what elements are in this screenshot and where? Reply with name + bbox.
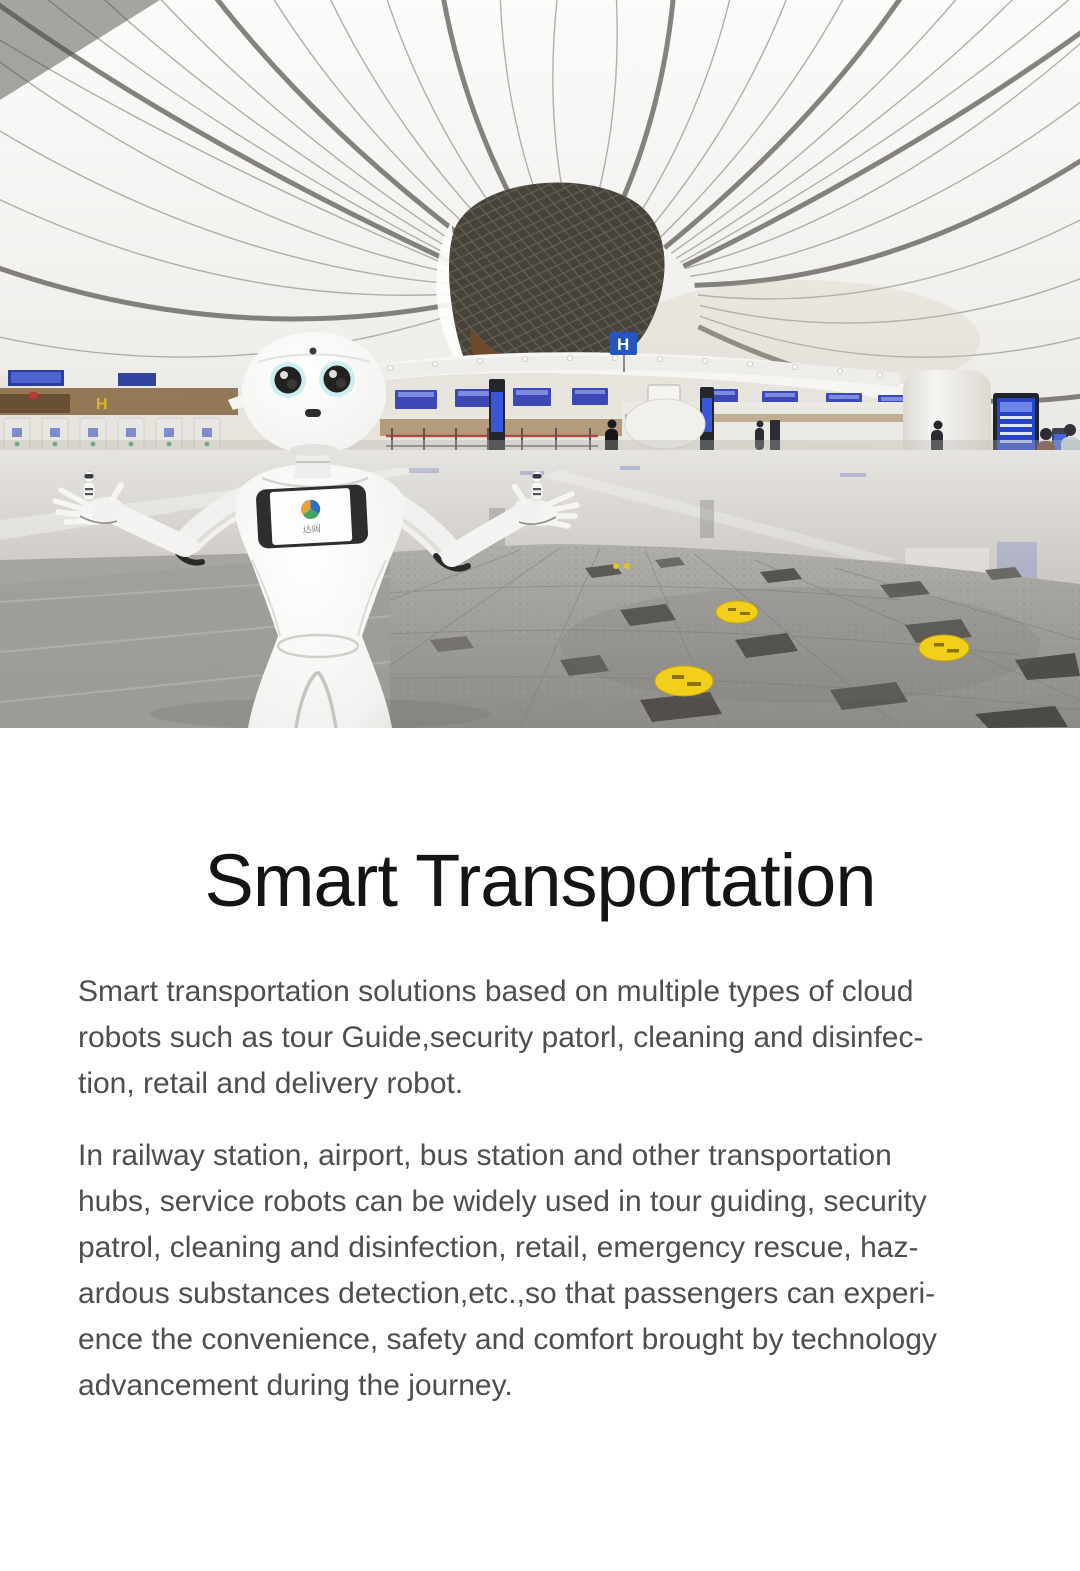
detail-paragraph xyxy=(78,1133,1002,1409)
wall-sign-h: H xyxy=(96,396,108,413)
paragraph-line: Smart transportation solutions based on multiple types of cloud xyxy=(78,975,914,1009)
tablet-brand-label: 达闼 xyxy=(302,523,321,535)
paragraph-line: hubs, service robots can be widely used in tour guiding, security xyxy=(78,1185,927,1219)
island-sign-h: H xyxy=(617,335,630,354)
airport-scene xyxy=(0,0,1080,728)
paragraph-line: ardous substances detection,etc.,so that passengers can experi- xyxy=(78,1277,936,1311)
robot-eye-left xyxy=(270,362,306,398)
hero-photo xyxy=(0,0,1080,728)
mini-robot-left xyxy=(83,472,95,501)
robot-mouth xyxy=(305,409,321,417)
paragraph-line: advancement during the journey. xyxy=(78,1369,513,1403)
robot-eye-right xyxy=(319,361,355,397)
intro-paragraph xyxy=(78,969,1002,1107)
paragraph-line: tion, retail and delivery robot. xyxy=(78,1067,464,1101)
paragraph-line: patrol, cleaning and disinfection, retail, emergency rescue, haz- xyxy=(78,1231,919,1265)
robot-forehead-camera xyxy=(310,348,317,355)
paragraph-line: ence the convenience, safety and comfort brought by technology xyxy=(78,1323,937,1357)
page-title: Smart Transportation xyxy=(204,839,876,922)
robot-chest-tablet xyxy=(256,484,369,549)
paragraph-line: In railway station, airport, bus station and other transportation xyxy=(78,1139,892,1173)
granite-floor xyxy=(0,544,1080,728)
paragraph-line: robots such as tour Guide,security patorl, cleaning and disinfec- xyxy=(78,1021,924,1055)
mini-robot-right xyxy=(531,472,543,501)
